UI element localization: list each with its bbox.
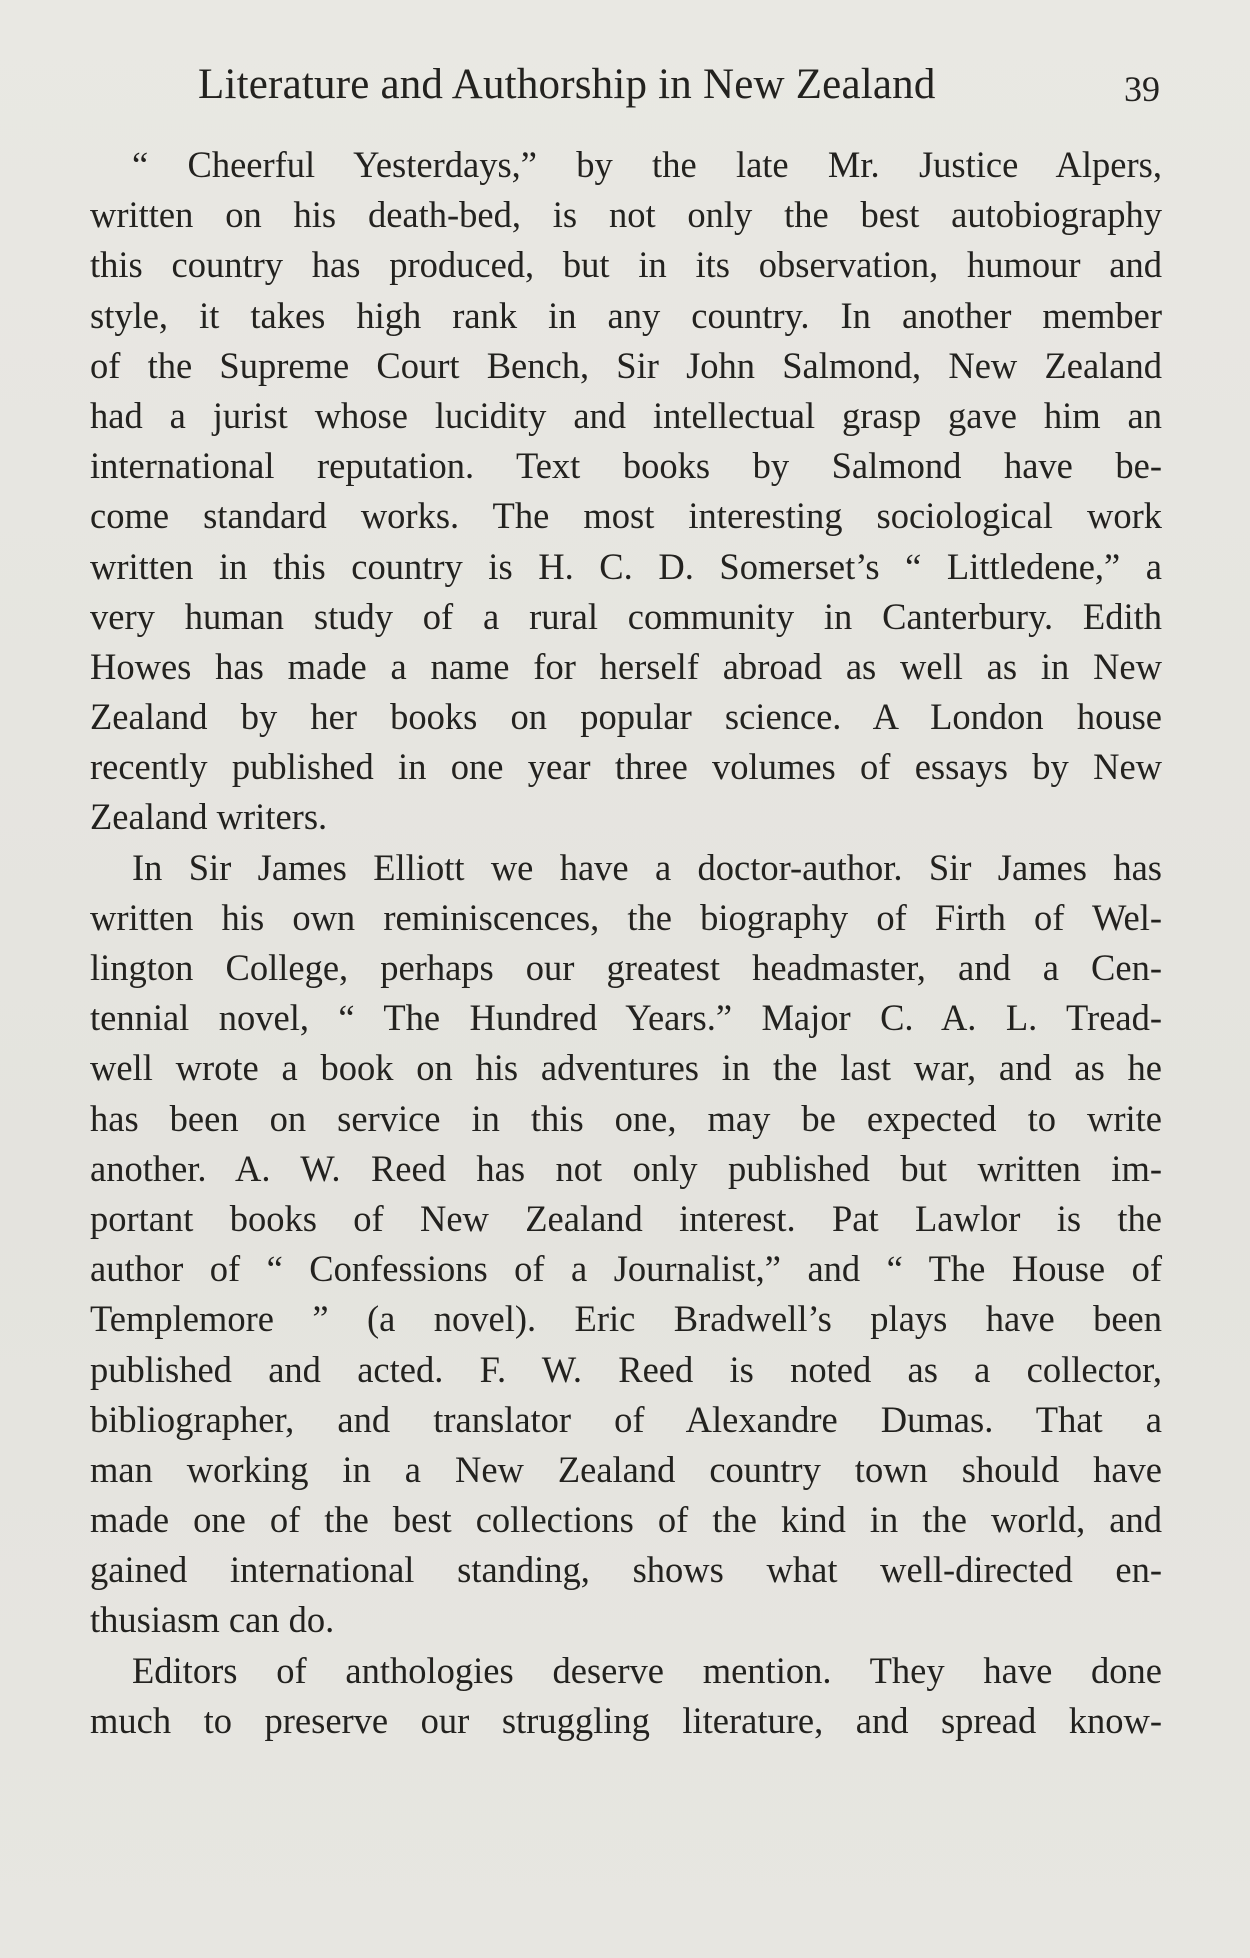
text-line: written on his death-bed, is not only the best autobiography — [90, 194, 1162, 236]
text-line: In Sir James Elliott we have a doctor-author. Sir James has — [132, 846, 1162, 888]
text-line: thusiasm can do. — [90, 1599, 335, 1641]
text-line: written his own reminiscences, the biography of Firth of Wel- — [90, 896, 1162, 938]
running-title: Literature and Authorship in New Zealand — [198, 61, 936, 108]
text-line: Howes has made a name for herself abroad as well as in New — [90, 645, 1162, 687]
text-line: recently published in one year three volumes of essays by New — [90, 746, 1162, 788]
text-line: tennial novel, “ The Hundred Years.” Major C. A. L. Tread- — [90, 997, 1162, 1039]
text-line: gained international standing, shows what well-directed en- — [90, 1549, 1162, 1591]
text-line: style, it takes high rank in any country. In another member — [90, 294, 1162, 336]
text-line: portant books of New Zealand interest. Pat Lawlor is the — [90, 1197, 1162, 1239]
text-line: bibliographer, and translator of Alexandre Dumas. That a — [90, 1398, 1162, 1440]
text-line: published and acted. F. W. Reed is noted as a collector, — [90, 1348, 1162, 1390]
page-number: 39 — [1124, 69, 1160, 109]
text-line: of the Supreme Court Bench, Sir John Salmond, New Zealand — [90, 344, 1162, 386]
text-line: Editors of anthologies deserve mention. They have done — [132, 1649, 1162, 1691]
text-line: lington College, perhaps our greatest headmaster, and a Cen- — [90, 947, 1162, 988]
text-line: written in this country is H. C. D. Somerset’s “ Littledene,” a — [90, 545, 1162, 587]
text-line: come standard works. The most interesting sociological work — [90, 495, 1162, 537]
text-line: this country has produced, but in its observation, humour and — [90, 244, 1162, 286]
text-line: much to preserve our struggling literature, and spread know- — [90, 1699, 1162, 1741]
text-line: had a jurist whose lucidity and intellectual grasp gave him an — [90, 394, 1162, 436]
text-line: Templemore ” (a novel). Eric Bradwell’s plays have been — [90, 1298, 1162, 1340]
text-line: international reputation. Text books by Salmond have be- — [90, 445, 1162, 487]
text-line: Zealand writers. — [90, 796, 328, 838]
text-line: very human study of a rural community in Canterbury. Edith — [90, 595, 1162, 637]
body-text — [90, 140, 1162, 1746]
text-line: “ Cheerful Yesterdays,” by the late Mr. Justice Alpers, — [132, 144, 1162, 185]
text-line: author of “ Confessions of a Journalist,” and “ The House of — [90, 1248, 1162, 1290]
text-line: another. A. W. Reed has not only published but written im- — [90, 1147, 1162, 1189]
text-line: has been on service in this one, may be expected to write — [90, 1097, 1162, 1139]
text-line: made one of the best collections of the kind in the world, and — [90, 1499, 1162, 1541]
text-line: Zealand by her books on popular science. A London house — [90, 696, 1162, 738]
text-line: well wrote a book on his adventures in the last war, and as he — [90, 1047, 1162, 1089]
text-line: man working in a New Zealand country town should have — [90, 1448, 1162, 1490]
